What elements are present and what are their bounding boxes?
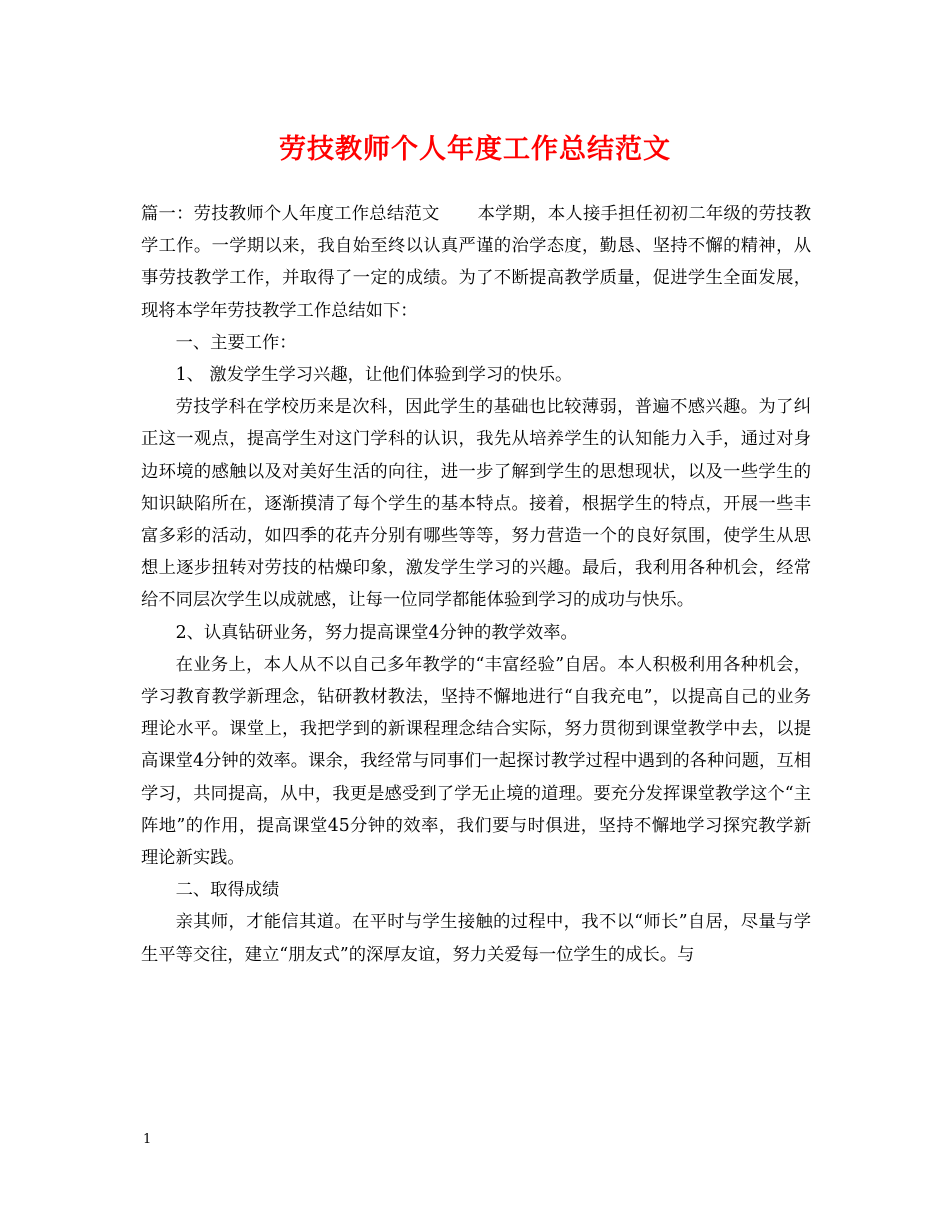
page-number: 1	[143, 1132, 152, 1147]
document-title: 劳技教师个人年度工作总结范文	[279, 134, 671, 165]
paragraph-achievements: 亲其师，才能信其道。在平时与学生接触的过程中，我不以“师长”自居，尽量与学生平等交往，建立“朋友式”的深厚友谊，努力关爱每一位学生的成长。与	[141, 912, 811, 965]
lead-paragraph	[141, 198, 811, 327]
section-heading-main-work: 一、主要工作：	[175, 332, 297, 353]
subheading-interest: 1、 激发学生学习兴趣，让他们体验到学习的快乐。	[175, 365, 573, 386]
document-body	[141, 198, 811, 971]
lead-title: 篇一：劳技教师个人年度工作总结范文	[141, 204, 440, 224]
subheading-research: 2、认真钻研业务，努力提高课堂4分钟的教学效率。	[175, 622, 578, 643]
paragraph-research: 在业务上，本人从不以自己多年教学的“丰富经验”自居。本人积极利用各种机会，学习教育教学新理念，钻研教材教法，坚持不懈地进行“自我充电”，以提高自己的业务理论水平。课堂上，我把学到的新课程理念结合实际，努力贯彻到课堂教学中去，以提高课堂4分钟的效率。课余，我经常与同事们一起探讨教学过程中遇到的各种问题，互相学习，共同提高，从中，我更是感受到了学无止境的道理。要充分发挥课堂教学这个“主阵地”的作用，提高课堂45分钟的效率，我们要与时俱进，坚持不懈地学习探究教学新理论新实践。	[141, 654, 811, 869]
lead-text: 本学期，本人接手担任初初二年级的劳技教学工作。一学期以来，我自始至终以认真严谨的治学态度，勤恳、坚持不懈的精神，从事劳技教学工作，并取得了一定的成绩。为了不断提高教学质量，促进学生全面发展，现将本学年劳技教学工作总结如下：	[141, 204, 811, 321]
paragraph-interest: 劳技学科在学校历来是次科，因此学生的基础也比较薄弱，普遍不感兴趣。为了纠正这一观点，提高学生对这门学科的认识，我先从培养学生的认知能力入手，通过对身边环境的感触以及对美好生活的向往，进一步了解到学生的思想现状，以及一些学生的知识缺陷所在，逐渐摸清了每个学生的基本特点。接着，根据学生的特点，开展一些丰富多彩的活动，如四季的花卉分别有哪些等等，努力营造一个的良好氛围，使学生从思想上逐步扭转对劳技的枯燥印象，激发学生学习的兴趣。最后，我利用各种机会，经常给不同层次学生以成就感，让每一位同学都能体验到学习的成功与快乐。	[141, 397, 811, 611]
section-heading-achievements: 二、取得成绩	[175, 880, 280, 901]
